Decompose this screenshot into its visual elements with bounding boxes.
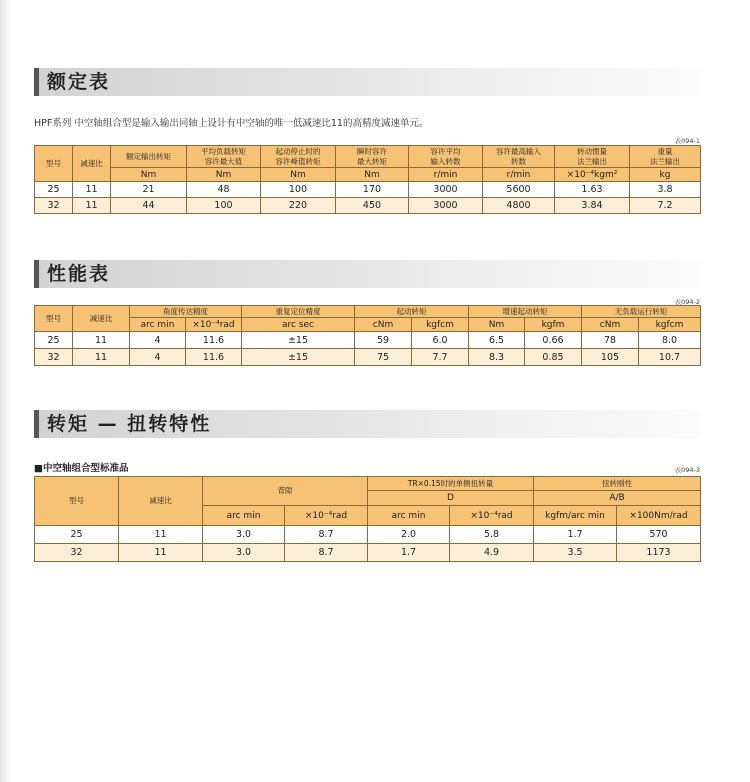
header-tr-deflection: TR×0.15时的单侧扭转量 [368, 477, 534, 491]
header-backdrive-torque: 增速起动转矩 [469, 306, 582, 318]
unit-cell: kg [630, 168, 701, 182]
cell: 2.0 [368, 526, 450, 544]
cell: 8.7 [285, 526, 368, 544]
section-header-torque [34, 410, 700, 438]
cell: 220 [261, 198, 336, 214]
section-title: 性能表 [47, 263, 111, 285]
section-accent [34, 260, 39, 288]
table-row [35, 526, 701, 544]
unit-cell: arc min [203, 506, 285, 526]
unit-cell: ×10⁻⁴rad [450, 506, 534, 526]
section-accent [34, 68, 39, 96]
cell: 32 [35, 544, 119, 562]
unit-cell: Nm [261, 168, 336, 182]
cell: 3.84 [555, 198, 630, 214]
cell: 8.3 [469, 349, 525, 366]
cell: 1.7 [368, 544, 450, 562]
cell: 25 [35, 182, 73, 198]
performance-table [34, 305, 701, 366]
page-edge-decoration [0, 0, 12, 782]
rating-table [34, 145, 701, 214]
table-row [35, 332, 701, 349]
header-stiffness-symbol: A/B [534, 491, 701, 506]
cell: 1.63 [555, 182, 630, 198]
cell: 32 [35, 198, 73, 214]
header-starting-torque: 起动转矩 [355, 306, 469, 318]
header-angle-accuracy: 角度传达精度 [130, 306, 242, 318]
cell: 3000 [409, 198, 483, 214]
header-repeatability: 重复定位精度 [242, 306, 355, 318]
unit-cell: ×10⁻⁴rad [285, 506, 368, 526]
cell: 6.0 [412, 332, 469, 349]
cell: 3.5 [534, 544, 617, 562]
cell: 78 [582, 332, 639, 349]
cell: 25 [35, 332, 73, 349]
table-row [35, 349, 701, 366]
cell: 11.6 [186, 349, 242, 366]
section-title: 转矩 — 扭转特性 [47, 413, 212, 435]
table-id: 表094-3 [674, 466, 700, 474]
header-peak-torque: 起动停止时的 容许峰值转矩 [261, 146, 336, 168]
cell: 4 [130, 332, 186, 349]
unit-cell: r/min [483, 168, 555, 182]
header-stiffness: 扭转刚性 [534, 477, 701, 491]
cell: 25 [35, 526, 119, 544]
unit-cell: arc sec [242, 318, 355, 332]
torque-table [34, 476, 701, 562]
cell: 3.8 [630, 182, 701, 198]
cell: ±15 [242, 332, 355, 349]
unit-cell: ×100Nm/rad [617, 506, 701, 526]
unit-cell: kgfm/arc min [534, 506, 617, 526]
cell: 11 [119, 526, 203, 544]
table-id: 表094-1 [674, 137, 700, 145]
header-avg-load: 平均负载转矩 容许最大值 [187, 146, 261, 168]
cell: 8.0 [639, 332, 701, 349]
header-max-speed: 容许最高输入 转数 [483, 146, 555, 168]
header-noload-torque: 无负载运行转矩 [582, 306, 701, 318]
cell: 11 [73, 198, 111, 214]
cell: 5.8 [450, 526, 534, 544]
cell: 11 [73, 349, 130, 366]
unit-cell: cNm [582, 318, 639, 332]
header-rated-torque: 额定输出转矩 [111, 146, 187, 168]
unit-cell: Nm [469, 318, 525, 332]
unit-cell: kgfcm [639, 318, 701, 332]
cell: 8.7 [285, 544, 368, 562]
cell: 4.9 [450, 544, 534, 562]
cell: 11 [73, 332, 130, 349]
table-row [35, 182, 701, 198]
cell: 3.0 [203, 526, 285, 544]
cell: 59 [355, 332, 412, 349]
table-row [35, 198, 701, 214]
table-row [35, 544, 701, 562]
cell: 1173 [617, 544, 701, 562]
unit-cell: ×10⁻⁴kgm² [555, 168, 630, 182]
header-model: 型号 [35, 477, 119, 526]
cell: 44 [111, 198, 187, 214]
section-accent [34, 410, 39, 438]
cell: 75 [355, 349, 412, 366]
cell: 570 [617, 526, 701, 544]
table-subtitle: ■中空轴组合型标准品 [34, 463, 129, 474]
unit-cell: kgfm [525, 318, 582, 332]
cell: 10.7 [639, 349, 701, 366]
cell: ±15 [242, 349, 355, 366]
unit-cell: Nm [187, 168, 261, 182]
header-tr-symbol: D [368, 491, 534, 506]
unit-cell: r/min [409, 168, 483, 182]
cell: 4 [130, 349, 186, 366]
cell: 450 [336, 198, 409, 214]
header-inertia: 转动惯量 法兰输出 [555, 146, 630, 168]
cell: 11 [73, 182, 111, 198]
cell: 3000 [409, 182, 483, 198]
cell: 7.7 [412, 349, 469, 366]
unit-cell: Nm [336, 168, 409, 182]
cell: 11 [119, 544, 203, 562]
header-avg-speed: 容许平均 输入转数 [409, 146, 483, 168]
unit-cell: cNm [355, 318, 412, 332]
cell: 48 [187, 182, 261, 198]
cell: 0.66 [525, 332, 582, 349]
header-model: 型号 [35, 306, 73, 332]
cell: 1.7 [534, 526, 617, 544]
table-id: 表094-2 [674, 298, 700, 306]
header-momentary-torque: 瞬时容许 最大转矩 [336, 146, 409, 168]
cell: 11.6 [186, 332, 242, 349]
intro-text: HPF系列 中空轴组合型是输入输出同轴上设计有中空轴的唯一低减速比11的高精度减速单元。 [34, 118, 429, 129]
cell: 170 [336, 182, 409, 198]
cell: 100 [261, 182, 336, 198]
cell: 6.5 [469, 332, 525, 349]
section-header-rating [34, 68, 700, 96]
cell: 5600 [483, 182, 555, 198]
cell: 21 [111, 182, 187, 198]
unit-cell: ×10⁻⁴rad [186, 318, 242, 332]
cell: 100 [187, 198, 261, 214]
unit-cell: Nm [111, 168, 187, 182]
section-header-performance [34, 260, 700, 288]
cell: 4800 [483, 198, 555, 214]
cell: 105 [582, 349, 639, 366]
header-weight: 重量 法兰输出 [630, 146, 701, 168]
header-ratio: 减速比 [73, 306, 130, 332]
header-ratio: 减速比 [73, 146, 111, 182]
section-title: 额定表 [47, 71, 111, 93]
header-ratio: 减速比 [119, 477, 203, 526]
unit-cell: arc min [130, 318, 186, 332]
header-backlash: 背隙 [203, 477, 368, 506]
cell: 32 [35, 349, 73, 366]
cell: 7.2 [630, 198, 701, 214]
unit-cell: arc min [368, 506, 450, 526]
cell: 0.85 [525, 349, 582, 366]
unit-cell: kgfcm [412, 318, 469, 332]
cell: 3.0 [203, 544, 285, 562]
header-model: 型号 [35, 146, 73, 182]
